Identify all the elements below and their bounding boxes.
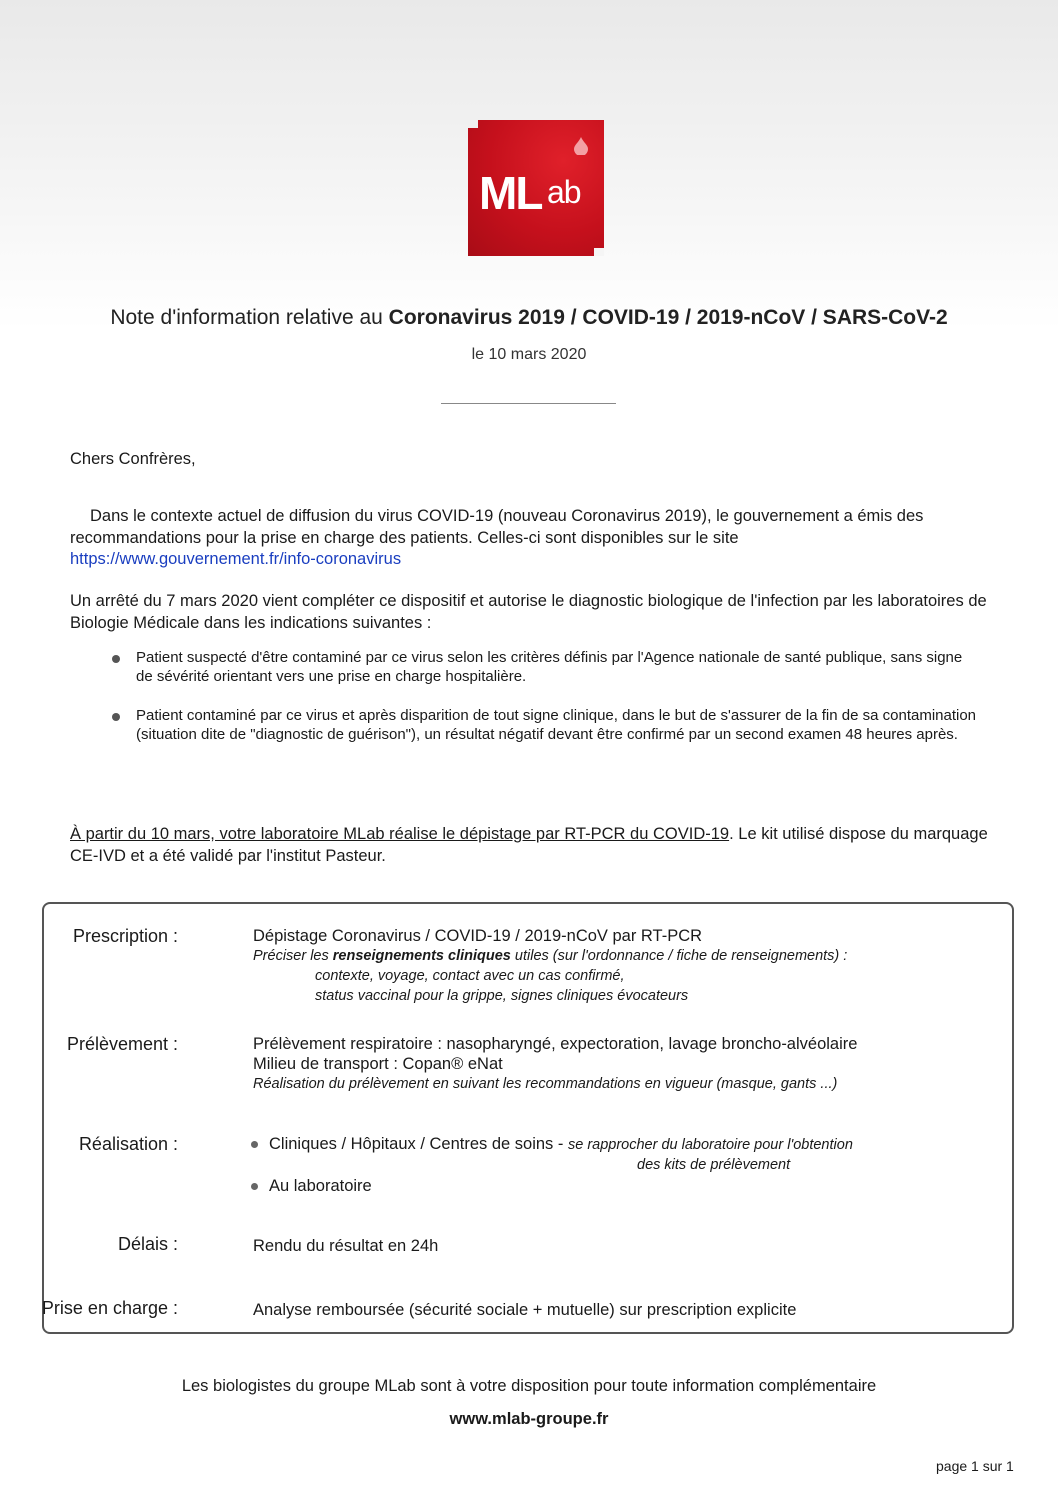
paragraph-context-text: Dans le contexte actuel de diffusion du virus COVID-19 (nouveau Coronavirus 2019), le gouvernement a émis des recommandations pour la prise en charge des patients. Celles-ci sont disponibles sur le site — [70, 507, 924, 547]
paragraph-context — [70, 506, 990, 571]
prise-en-charge-value: Analyse remboursée (sécurité sociale + mutuelle) sur prescription explicite — [253, 1301, 797, 1319]
bullet-icon — [112, 713, 120, 721]
realisation-item1-note-l2: des kits de prélèvement — [637, 1157, 791, 1173]
prescription-sub2: status vaccinal pour la grippe, signes cliniques évocateurs — [315, 988, 689, 1004]
footer-note: Les biologistes du groupe MLab sont à votre disposition pour toute information complémentaire — [181, 1377, 877, 1395]
paragraph-announcement — [70, 824, 990, 867]
realisation-item — [251, 1134, 853, 1175]
realisation-item1-main: Cliniques / Hôpitaux / Centres de soins — [269, 1135, 554, 1153]
separator: - — [553, 1135, 568, 1153]
list-item — [110, 706, 980, 744]
announcement-rest: . Le kit utilisé dispose du marquage CE-IVD et a été validé par l'institut Pasteur. — [70, 825, 988, 865]
bullet-icon — [251, 1183, 258, 1190]
prescription-content — [253, 926, 847, 1006]
realisation-item2: Au laboratoire — [269, 1177, 372, 1195]
prelevement-line2: Milieu de transport : Copan® eNat — [253, 1055, 503, 1073]
prescription-note — [253, 946, 847, 966]
prelevement-label: Prélèvement : — [66, 1034, 178, 1054]
paragraph-arrete: Un arrêté du 7 mars 2020 vient compléter ce dispositif et autorise le diagnostic biologique de l'infection par les laboratoires de Biologie Médicale dans les indications suivantes : — [70, 592, 987, 632]
prise-en-charge-label: Prise en charge : — [41, 1298, 178, 1318]
realisation-content — [251, 1134, 853, 1196]
list-item-text: Patient contaminé par ce virus et après disparition de tout signe clinique, dans le but de s'assurer de la fin de sa contamination (situation dite de "diagnostic de guérison"), un résultat négatif devant être confirmé par un second examen 48 heures après. — [136, 707, 977, 743]
document-date: le 10 mars 2020 — [471, 346, 587, 363]
logo-text-sub: ab — [547, 174, 581, 210]
list-item — [110, 648, 980, 686]
prescription-label: Prescription : — [72, 926, 178, 946]
title-prefix: Note d'information relative au — [110, 306, 389, 329]
delais-value: Rendu du résultat en 24h — [253, 1237, 439, 1255]
realisation-label: Réalisation : — [78, 1134, 178, 1154]
gouvernement-link[interactable]: https://www.gouvernement.fr/info-coronavirus — [70, 550, 402, 568]
footer-website-link[interactable]: www.mlab-groupe.fr — [449, 1410, 609, 1428]
note-suffix: utiles (sur l'ordonnance / fiche de renseignements) : — [510, 948, 848, 964]
logo-notch — [468, 120, 478, 128]
list-item-text: Patient suspecté d'être contaminé par ce virus selon les critères définis par l'Agence nationale de santé publique, sans signe de sévérité orientant vers une prise en charge hospitalière. — [136, 649, 963, 685]
prescription-main: Dépistage Coronavirus / COVID-19 / 2019-nCoV par RT-PCR — [253, 927, 703, 945]
note-prefix: Préciser les — [253, 948, 333, 964]
bullet-icon — [112, 655, 120, 663]
info-box — [42, 902, 1014, 1334]
prelevement-note: Réalisation du prélèvement en suivant les recommandations en vigueur (masque, gants ...) — [253, 1076, 838, 1092]
prelevement-line1: Prélèvement respiratoire : nasopharyngé, expectoration, lavage broncho-alvéolaire — [253, 1035, 858, 1053]
document-title — [0, 306, 1058, 330]
indication-list — [110, 648, 980, 744]
blood-drop-icon — [574, 137, 588, 155]
bullet-icon — [251, 1141, 258, 1148]
realisation-item1-note: se rapprocher du laboratoire pour l'obtention — [567, 1137, 853, 1153]
page-number: page 1 sur 1 — [936, 1458, 1014, 1474]
prelevement-content — [253, 1034, 857, 1094]
prescription-sub1: contexte, voyage, contact avec un cas confirmé, — [315, 968, 625, 984]
logo-text-main: ML — [479, 167, 542, 219]
title-bold: Coronavirus 2019 / COVID-19 / 2019-nCoV / SARS-CoV-2 — [388, 306, 948, 329]
delais-label: Délais : — [117, 1234, 178, 1254]
note-bold: renseignements cliniques — [332, 948, 511, 964]
logo-notch — [594, 248, 604, 256]
title-divider — [441, 403, 616, 404]
announcement-underlined: À partir du 10 mars, votre laboratoire MLab réalise le dépistage par RT-PCR du COVID-19 — [70, 825, 730, 843]
mlab-logo — [468, 120, 604, 256]
realisation-item — [251, 1176, 853, 1196]
greeting: Chers Confrères, — [70, 450, 196, 468]
